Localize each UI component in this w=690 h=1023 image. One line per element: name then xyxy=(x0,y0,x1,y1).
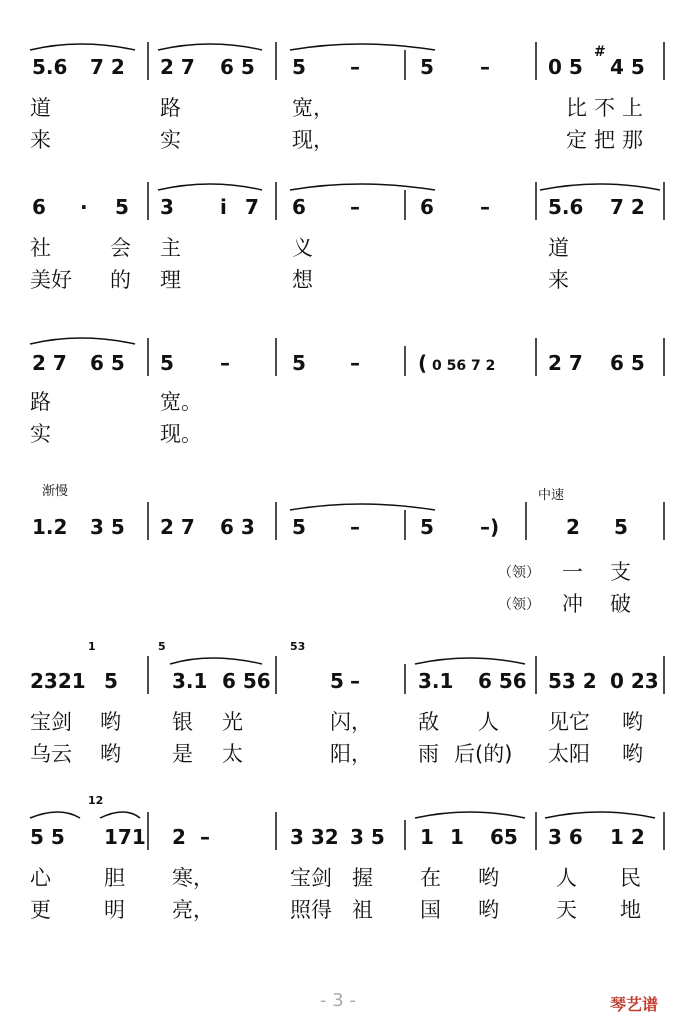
lyric: 太 xyxy=(222,742,243,766)
lyric: 后(的) xyxy=(454,742,513,766)
svg-text:2: 2 xyxy=(566,515,580,539)
svg-text:1 2: 1 2 xyxy=(610,825,645,849)
svg-text:–): –) xyxy=(480,515,500,539)
svg-text:2321: 2321 xyxy=(30,669,86,693)
svg-text:5: 5 xyxy=(104,669,118,693)
lyric: 义 xyxy=(292,236,313,260)
svg-text:·: · xyxy=(80,195,88,219)
lyric: 现。 xyxy=(160,422,202,446)
lyric: 宽。 xyxy=(160,390,202,414)
svg-text:6: 6 xyxy=(32,195,46,219)
lyric: 阳， xyxy=(330,742,372,766)
svg-text:5: 5 xyxy=(420,515,434,539)
lyric: 的 xyxy=(110,268,131,292)
lyric: 道 xyxy=(548,236,569,260)
lyric: 主 xyxy=(160,236,181,260)
lyric: 见它 xyxy=(548,710,590,734)
svg-text:–: – xyxy=(350,515,360,539)
lyric: 一 xyxy=(562,560,583,584)
lyric: 哟 xyxy=(478,866,499,890)
lyric: 想 xyxy=(292,268,313,292)
lyric: 人 xyxy=(556,866,577,890)
svg-text:5.6: 5.6 xyxy=(548,195,584,219)
svg-text:3 5: 3 5 xyxy=(350,825,385,849)
lyric: 天 xyxy=(556,898,577,922)
svg-text:i: i xyxy=(220,195,227,219)
svg-text:6 5: 6 5 xyxy=(90,351,125,375)
lyric: 明 xyxy=(104,898,125,922)
svg-text:7: 7 xyxy=(245,195,259,219)
svg-text:7 2: 7 2 xyxy=(90,55,125,79)
tempo-slow: 渐慢 xyxy=(42,484,69,499)
svg-text:4 5: 4 5 xyxy=(610,55,645,79)
lyric: 祖 xyxy=(352,898,373,922)
lyric: 是 xyxy=(172,742,193,766)
svg-text:7 2: 7 2 xyxy=(610,195,645,219)
svg-text:1: 1 xyxy=(420,825,434,849)
svg-text:53 2: 53 2 xyxy=(548,669,597,693)
svg-text:1: 1 xyxy=(88,640,96,653)
lyric: 民 xyxy=(620,866,641,890)
lyric: 路 xyxy=(160,96,181,120)
svg-text:5: 5 xyxy=(292,55,306,79)
lyric: 闪， xyxy=(330,710,372,734)
lyric: 哟 xyxy=(622,710,643,734)
svg-text:–: – xyxy=(350,669,360,693)
lyric: 哟 xyxy=(478,898,499,922)
svg-text:5: 5 xyxy=(330,669,344,693)
svg-text:6 56: 6 56 xyxy=(478,669,527,693)
lyric: 定 xyxy=(566,128,587,152)
lyric: 上 xyxy=(622,96,643,120)
lyric: 哟 xyxy=(100,742,121,766)
svg-text:0 56 7 2: 0 56 7 2 xyxy=(432,358,496,374)
svg-text:1: 1 xyxy=(450,825,464,849)
lyric: 会 xyxy=(110,236,131,260)
lyric: 把 xyxy=(594,128,615,152)
lyric: 心 xyxy=(30,866,51,890)
svg-text:6: 6 xyxy=(292,195,306,219)
svg-text:5: 5 xyxy=(115,195,129,219)
svg-text:5: 5 xyxy=(614,515,628,539)
svg-text:2: 2 xyxy=(172,825,186,849)
svg-text:0 23: 0 23 xyxy=(610,669,659,693)
lyric: 道 xyxy=(30,96,51,120)
svg-text:–: – xyxy=(480,195,490,219)
tempo-medium: 中速 xyxy=(538,488,565,503)
lyric: 支 xyxy=(610,560,631,584)
svg-text:2 7: 2 7 xyxy=(32,351,67,375)
lyric: 来 xyxy=(548,268,569,292)
lyric: 敌 xyxy=(418,710,439,734)
lead-marker: （领） xyxy=(498,565,540,581)
lead-marker: （领） xyxy=(498,597,540,613)
lyric: 雨 xyxy=(418,742,439,766)
svg-text:–: – xyxy=(220,351,230,375)
svg-text:53: 53 xyxy=(290,640,306,653)
svg-text:–: – xyxy=(350,55,360,79)
svg-text:5: 5 xyxy=(160,351,174,375)
svg-text:1.2: 1.2 xyxy=(32,515,68,539)
lyric: 亮， xyxy=(172,898,214,922)
lyric: 寒， xyxy=(172,866,214,890)
svg-text:5: 5 xyxy=(292,515,306,539)
svg-text:–: – xyxy=(200,825,210,849)
svg-text:3: 3 xyxy=(160,195,174,219)
lyric: 哟 xyxy=(622,742,643,766)
lyric: 握 xyxy=(352,866,373,890)
svg-text:2 7: 2 7 xyxy=(160,55,195,79)
svg-text:3 6: 3 6 xyxy=(548,825,583,849)
svg-text:5: 5 xyxy=(292,351,306,375)
svg-text:171: 171 xyxy=(104,825,146,849)
svg-text:6 5: 6 5 xyxy=(220,55,255,79)
lyric: 宝剑 xyxy=(30,710,72,734)
lyric: 地 xyxy=(620,898,641,922)
svg-text:3.1: 3.1 xyxy=(418,669,454,693)
lyric: 社 xyxy=(30,236,51,260)
lyric: 现， xyxy=(292,128,334,152)
watermark-logo: 琴艺谱 xyxy=(610,995,659,1014)
svg-text:0 5: 0 5 xyxy=(548,55,583,79)
svg-text:65: 65 xyxy=(490,825,518,849)
lyric: 在 xyxy=(420,866,441,890)
lyric: 胆 xyxy=(104,866,125,890)
lyric: 宝剑 xyxy=(290,866,332,890)
svg-text:–: – xyxy=(480,55,490,79)
lyric: 哟 xyxy=(100,710,121,734)
svg-text:–: – xyxy=(350,351,360,375)
svg-text:(: ( xyxy=(418,351,428,375)
svg-text:3 5: 3 5 xyxy=(90,515,125,539)
lyric: 银 xyxy=(172,710,193,734)
lyric: 宽， xyxy=(292,96,334,120)
svg-text:#: # xyxy=(594,44,606,60)
lyric: 实 xyxy=(30,422,51,446)
lyric: 乌云 xyxy=(30,742,72,766)
lyric: 光 xyxy=(222,710,243,734)
svg-text:5.6: 5.6 xyxy=(32,55,68,79)
lyric: 更 xyxy=(30,898,51,922)
svg-text:5 5: 5 5 xyxy=(30,825,65,849)
svg-text:12: 12 xyxy=(88,794,104,807)
lyric: 人 xyxy=(478,710,499,734)
svg-text:2 7: 2 7 xyxy=(160,515,195,539)
svg-text:6 56: 6 56 xyxy=(222,669,271,693)
lyric: 比 xyxy=(566,96,587,120)
svg-text:3 32: 3 32 xyxy=(290,825,339,849)
svg-text:5: 5 xyxy=(420,55,434,79)
svg-text:6 3: 6 3 xyxy=(220,515,255,539)
lyric: 照得 xyxy=(290,898,332,922)
svg-text:6: 6 xyxy=(420,195,434,219)
lyric: 不 xyxy=(594,96,615,120)
lyric: 路 xyxy=(30,390,51,414)
lyric: 国 xyxy=(420,898,441,922)
lyric: 破 xyxy=(610,592,631,616)
lyric: 理 xyxy=(160,268,181,292)
svg-text:3.1: 3.1 xyxy=(172,669,208,693)
svg-text:5: 5 xyxy=(158,640,166,653)
page-number: - 3 - xyxy=(320,990,356,1011)
lyric: 来 xyxy=(30,128,51,152)
svg-text:–: – xyxy=(350,195,360,219)
lyric: 冲 xyxy=(562,592,583,616)
svg-text:6 5: 6 5 xyxy=(610,351,645,375)
lyric: 太阳 xyxy=(548,742,590,766)
lyric: 美好 xyxy=(30,268,72,292)
svg-text:2 7: 2 7 xyxy=(548,351,583,375)
lyric: 实 xyxy=(160,128,181,152)
lyric: 那 xyxy=(622,128,643,152)
